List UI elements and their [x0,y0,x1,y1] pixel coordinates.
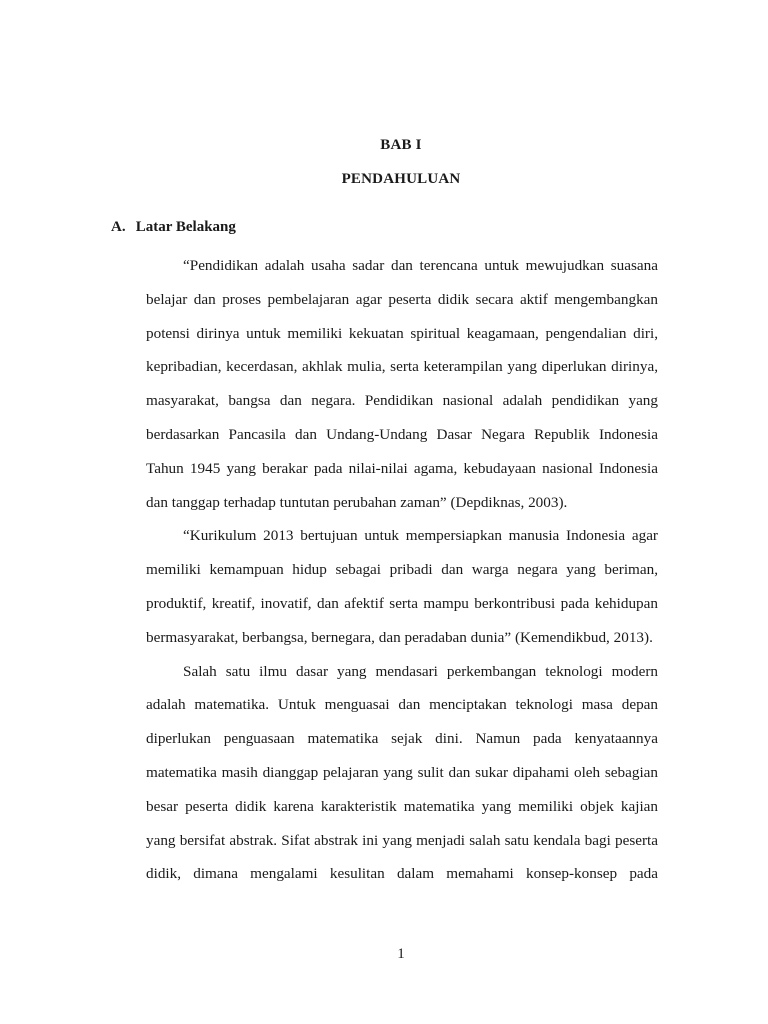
chapter-title: PENDAHULUAN [341,171,461,187]
page-number: 1 [397,946,405,962]
chapter-number: BAB I [380,137,422,153]
section-heading [111,219,236,236]
section-title: Latar Belakang [135,219,236,235]
paragraph-3: Salah satu ilmu dasar yang mendasari perkembangan teknologi modern adalah matematika. Untuk menguasai dan menciptakan teknologi masa depan diperlukan penguasaan matematika sejak dini. Namun pada kenyataannya matematika masih dianggap pelajaran yang sulit dan sukar dipahami oleh sebagian besar peserta didik karena karakteristik matematika yang memiliki objek kajian yang bersifat abstrak. Sifat abstrak ini yang menjadi salah satu kendala bagi peserta didik, dimana mengalami kesulitan dalam memahami konsep-konsep pada [146,662,658,883]
section-letter: A. [111,219,126,235]
paragraph-1: “Pendidikan adalah usaha sadar dan terencana untuk mewujudkan suasana belajar dan proses pembelajaran agar peserta didik secara aktif mengembangkan potensi dirinya untuk memiliki kekuatan spiritual keagamaan, pengendalian diri, kepribadian, kecerdasan, akhlak mulia, serta keterampilan yang diperlukan dirinya, masyarakat, bangsa dan negara. Pendidikan nasional adalah pendidikan yang berdasarkan Pancasila dan Undang-Undang Dasar Negara Republik Indonesia Tahun 1945 yang berakar pada nilai-nilai agama, kebudayaan nasional Indonesia dan tanggap terhadap tuntutan perubahan zaman” (Depdiknas, 2003). [146,257,658,511]
body-text [146,249,658,891]
paragraph-2: “Kurikulum 2013 bertujuan untuk mempersiapkan manusia Indonesia agar memiliki kemampuan hidup sebagai pribadi dan warga negara yang beriman, produktif, kreatif, inovatif, dan afektif serta mampu berkontribusi pada kehidupan bermasyarakat, berbangsa, bernegara, dan peradaban dunia” (Kemendikbud, 2013). [146,527,658,646]
